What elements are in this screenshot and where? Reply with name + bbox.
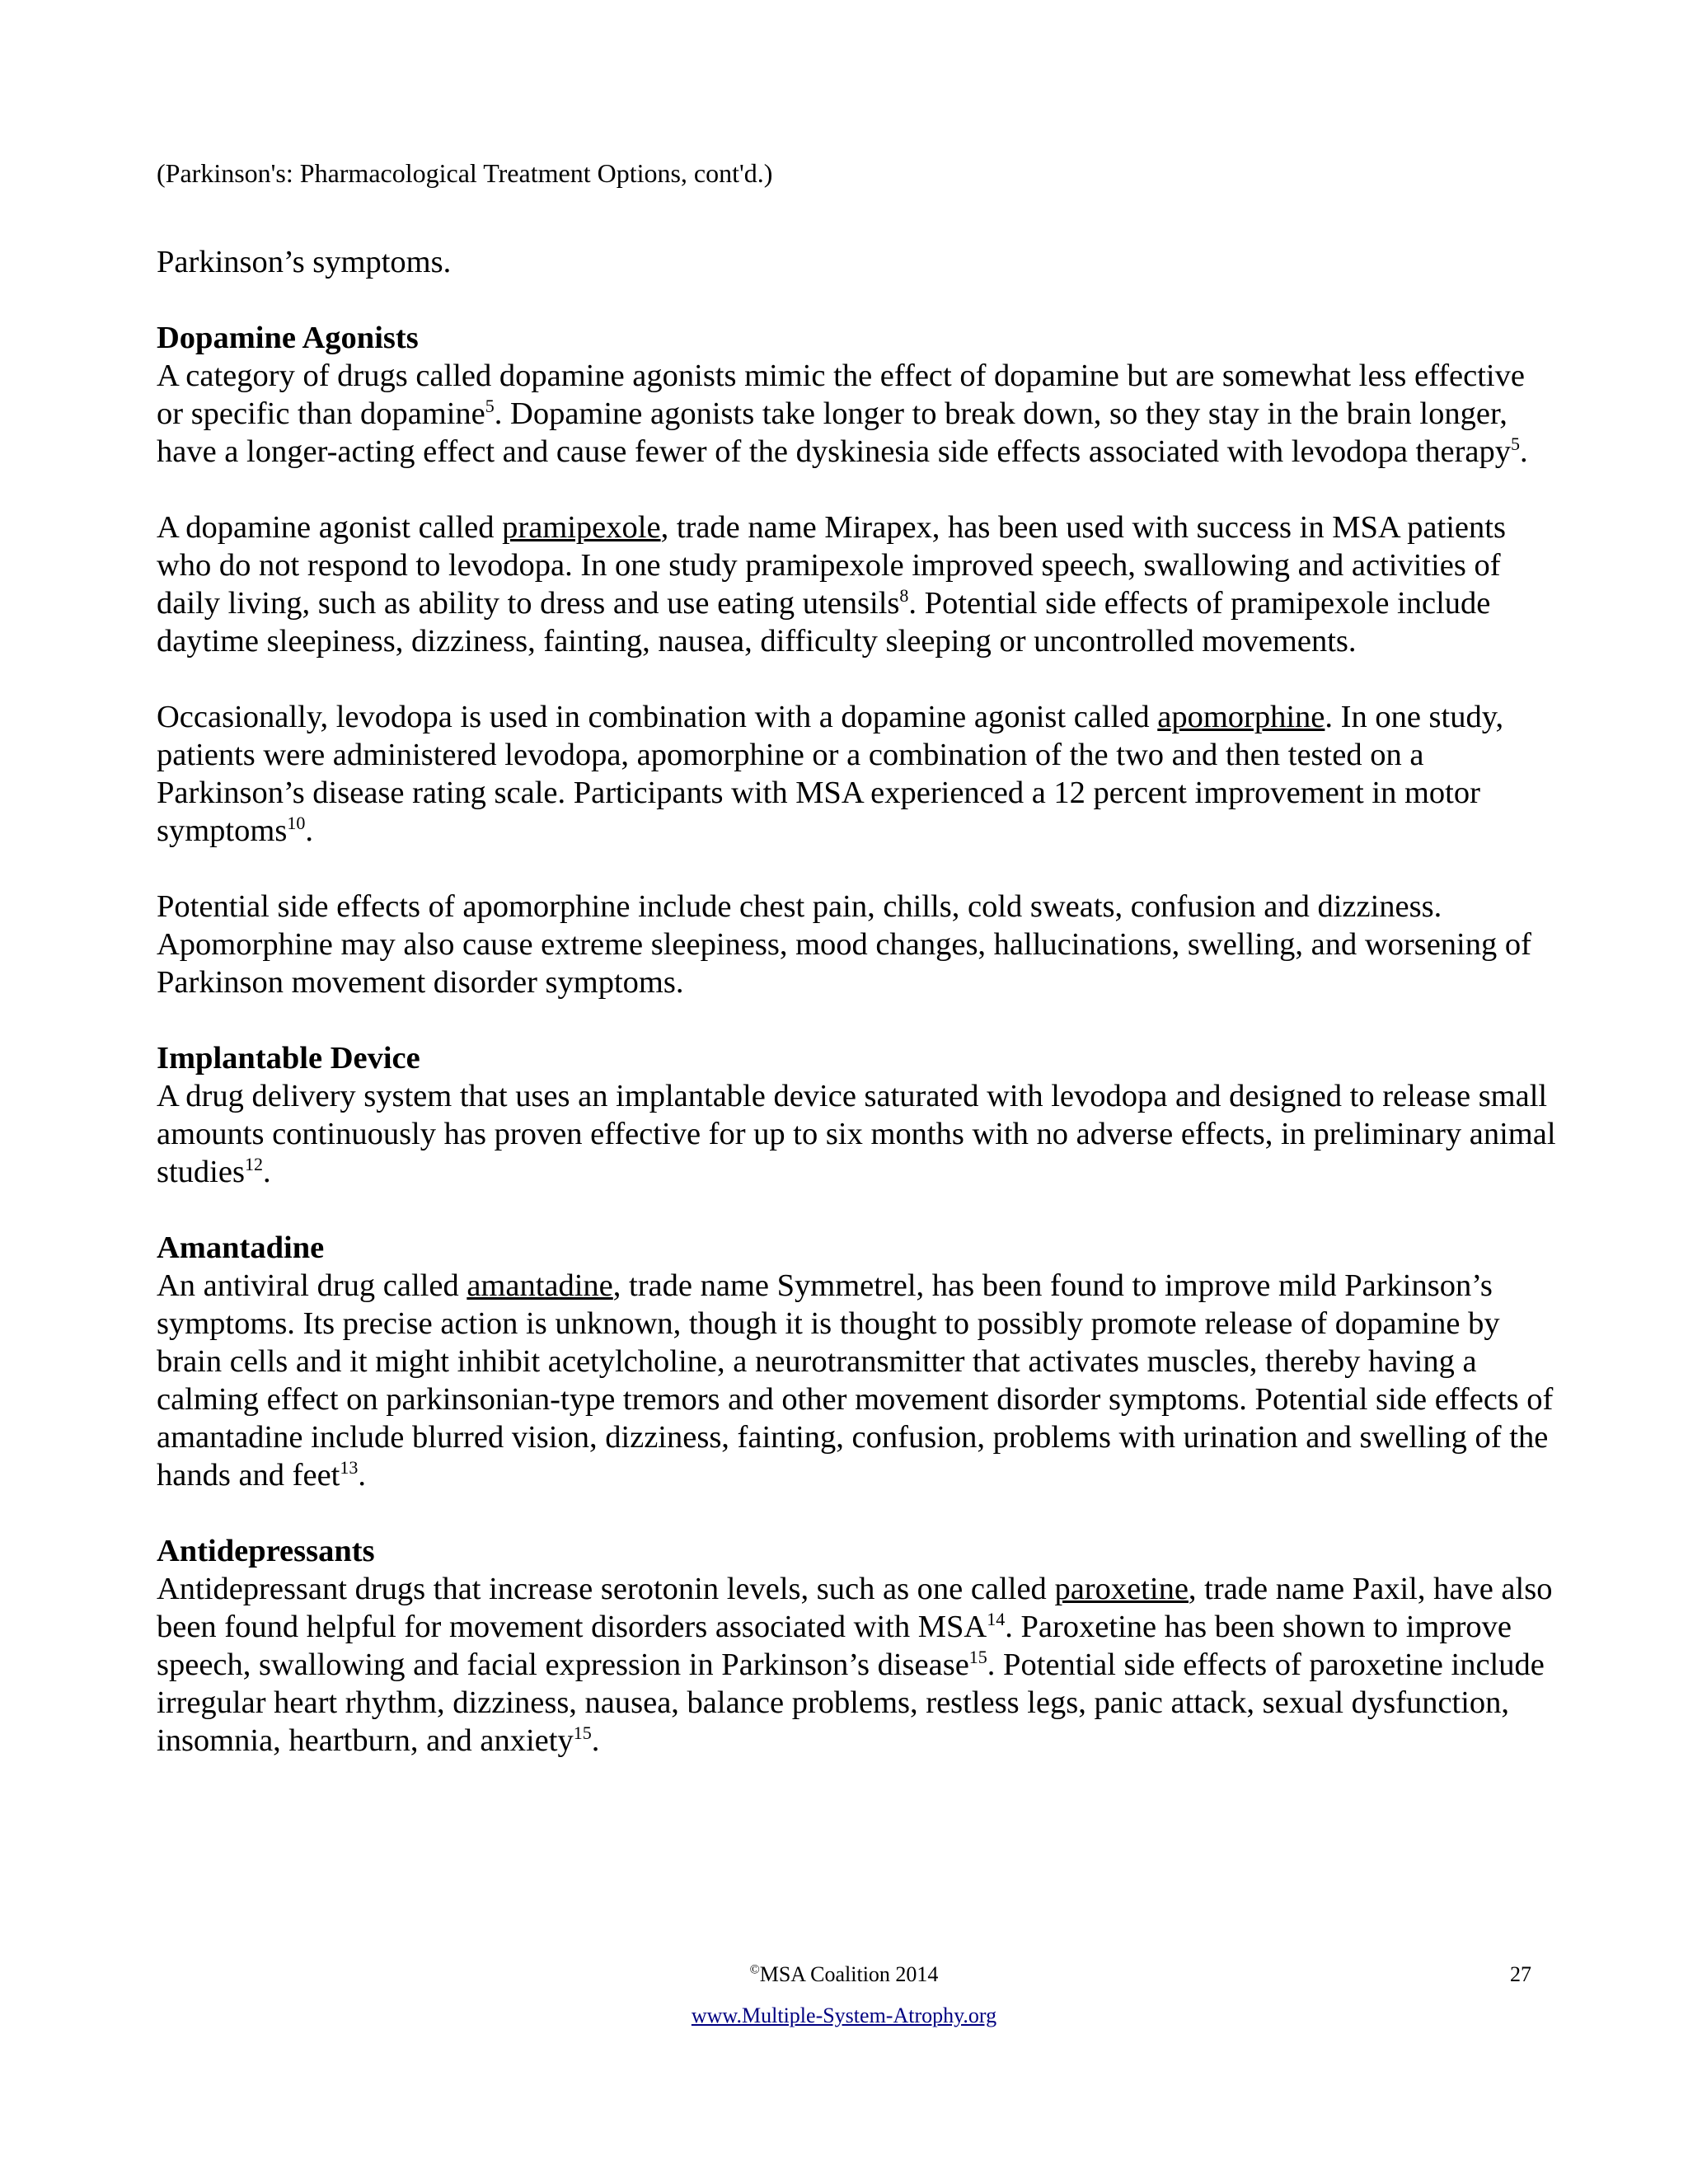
citation-ref: 12 [244,1154,263,1175]
section-heading: Amantadine [157,1230,325,1265]
section-heading: Antidepressants [157,1534,375,1568]
paragraph-text: Potential side effects of apomorphine include chest pain, chills, cold sweats, confusion and dizziness. Apomorphine may also cause extreme sleepiness, mood changes, hallucinations, swelling, and worsening of Parkinson movement disorder symptoms. [157,889,1531,1000]
intro-paragraph [157,243,1558,281]
citation-ref: 15 [573,1722,592,1744]
footer-copyright [0,1960,1688,1990]
section-dopamine-agonists [157,319,1558,1001]
paragraph-text: . Dopamine agonists take longer to break down, so they stay in the brain longer, have a longer-acting effect and cause fewer of the dyskinesia side effects associated with levodopa therapy [157,396,1511,469]
citation-ref: 5 [485,396,495,417]
footer-url-line [0,2001,1688,2031]
paragraph-text: A category of drugs called dopamine agonists mimic the effect of dopamine but are somewhat less effective or specific than dopamine [157,359,1525,431]
paragraph [157,1077,1558,1191]
section-amantadine [157,1229,1558,1494]
section-implantable-device [157,1039,1558,1191]
paragraph-text: A dopamine agonist called [157,510,503,545]
paragraph-text: , trade name Mirapex, has been used with success in MSA patients who do not respond to levodopa. In one study pramipexole improved speech, swallowing and activities of daily living, such as ability to dress and use eating utensils [157,510,1506,621]
drug-link-amantadine[interactable]: amantadine [467,1268,613,1303]
paragraph [157,509,1558,660]
copyright-symbol: © [749,1962,760,1977]
paragraph [157,1267,1558,1494]
drug-link-apomorphine[interactable]: apomorphine [1157,700,1325,734]
drug-link-paroxetine[interactable]: paroxetine [1054,1572,1189,1606]
citation-ref: 15 [968,1647,987,1668]
citation-ref: 14 [987,1609,1006,1630]
paragraph-text: A drug delivery system that uses an implantable device saturated with levodopa and designed to release small amounts continuously has proven effective for up to six months with no adverse effects, in preliminary animal studies [157,1079,1556,1189]
page-number: 27 [1510,1962,1531,1986]
section-heading: Dopamine Agonists [157,321,419,355]
paragraph-text: . Paroxetine has been shown to improve speech, swallowing and facial expression in Parkinson’s disease [157,1610,1512,1682]
running-header: (Parkinson's: Pharmacological Treatment Options, cont'd.) [157,158,773,188]
paragraph-text: . In one study, patients were administered levodopa, apomorphine or a combination of the two and then tested on a Parkinson’s disease rating scale. Participants with MSA experienced a 12 percent improvement in motor symptoms [157,700,1504,848]
section-heading: Implantable Device [157,1041,420,1076]
paragraph-text: . [1520,434,1528,469]
paragraph-text: . [305,813,313,848]
document-body [157,243,1558,1760]
paragraph-text: . [358,1458,366,1493]
drug-link-pramipexole[interactable]: pramipexole [502,510,661,545]
paragraph-text: . Potential side effects of paroxetine include irregular heart rhythm, dizziness, nausea, balance problems, restless legs, panic attack, sexual dysfunction, insomnia, heartburn, and anxiety [157,1647,1545,1758]
paragraph-text: , trade name Symmetrel, has been found to improve mild Parkinson’s symptoms. Its precise action is unknown, though it is thought to possibly promote release of dopamine by brain cells and it might inhibit acetylcholine, a neurotransmitter that activates muscles, thereby having a calming effect on parkinsonian-type tremors and other movement disorder symptoms. Potential side effects of amantadine include blurred vision, dizziness, fainting, confusion, problems with urination and swelling of the hands and feet [157,1268,1554,1493]
paragraph-text: . [262,1155,271,1189]
citation-ref: 5 [1511,434,1520,455]
section-antidepressants [157,1532,1558,1760]
paragraph-text: Antidepressant drugs that increase serotonin levels, such as one called [157,1572,1055,1606]
paragraph [157,1570,1558,1760]
citation-ref: 10 [287,813,306,834]
paragraph [157,357,1558,471]
paragraph [157,698,1558,850]
intro-text: Parkinson’s symptoms. [157,245,452,279]
paragraph-text: Occasionally, levodopa is used in combination with a dopamine agonist called [157,700,1158,734]
paragraph-text: , trade name Paxil, have also been found helpful for movement disorders associated with MSA [157,1572,1553,1644]
paragraph [157,888,1558,1001]
citation-ref: 8 [899,585,909,607]
paragraph-text: . [591,1723,600,1758]
copyright-text: MSA Coalition 2014 [759,1962,939,1986]
citation-ref: 13 [340,1457,359,1479]
website-link[interactable]: www.Multiple-System-Atrophy.org [691,2004,997,2027]
paragraph-text: . Potential side effects of pramipexole include daytime sleepiness, dizziness, fainting, nausea, difficulty sleeping or uncontrolled movements. [157,586,1491,658]
paragraph-text: An antiviral drug called [157,1268,467,1303]
